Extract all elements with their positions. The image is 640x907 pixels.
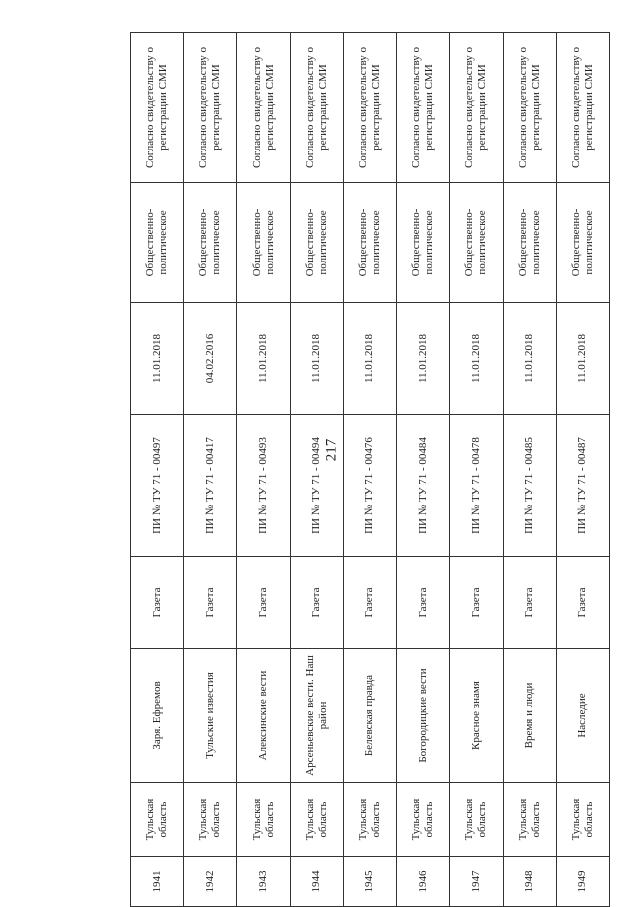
- theme-cell: Общественно-политическое: [131, 183, 184, 303]
- date-cell: 11.01.2018: [131, 303, 184, 415]
- row-number: 1943: [237, 857, 290, 907]
- type-cell: Газета: [450, 557, 503, 649]
- registration-cell: ПИ № ТУ 71 - 00484: [397, 415, 450, 557]
- date-cell: 11.01.2018: [397, 303, 450, 415]
- page-number-text: 217: [323, 438, 340, 462]
- date-cell: 11.01.2018: [237, 303, 290, 415]
- registration-cell: ПИ № ТУ 71 - 00478: [450, 415, 503, 557]
- type-cell: Газета: [184, 557, 237, 649]
- registration-cell: ПИ № ТУ 71 - 00487: [556, 415, 609, 557]
- type-cell: Газета: [556, 557, 609, 649]
- theme-cell: Общественно-политическое: [237, 183, 290, 303]
- note-cell: Согласно свидетельству о регистрации СМИ: [450, 33, 503, 183]
- row-number: 1944: [290, 857, 343, 907]
- note-cell: Согласно свидетельству о регистрации СМИ: [556, 33, 609, 183]
- theme-cell: Общественно-политическое: [343, 183, 396, 303]
- date-cell: 11.01.2018: [556, 303, 609, 415]
- region-cell: Тульская область: [397, 783, 450, 857]
- registration-cell: ПИ № ТУ 71 - 00497: [131, 415, 184, 557]
- type-cell: Газета: [290, 557, 343, 649]
- title-cell: Наследие: [556, 649, 609, 783]
- title-cell: Арсеньевские вести. Наш район: [290, 649, 343, 783]
- title-cell: Тульские известия: [184, 649, 237, 783]
- theme-cell: Общественно-политическое: [450, 183, 503, 303]
- row-number: 1946: [397, 857, 450, 907]
- table-row: [184, 33, 237, 907]
- table-row: [503, 33, 556, 907]
- note-cell: Согласно свидетельству о регистрации СМИ: [397, 33, 450, 183]
- type-cell: Газета: [343, 557, 396, 649]
- type-cell: Газета: [131, 557, 184, 649]
- table-row: [556, 33, 609, 907]
- title-cell: Белевская правда: [343, 649, 396, 783]
- region-cell: Тульская область: [556, 783, 609, 857]
- table-row: [237, 33, 290, 907]
- theme-cell: Общественно-политическое: [184, 183, 237, 303]
- region-cell: Тульская область: [237, 783, 290, 857]
- title-cell: Заря. Ефремов: [131, 649, 184, 783]
- region-cell: Тульская область: [343, 783, 396, 857]
- theme-cell: Общественно-политическое: [556, 183, 609, 303]
- title-cell: Время и люди: [503, 649, 556, 783]
- registry-table: [130, 32, 610, 907]
- table-row: [290, 33, 343, 907]
- theme-cell: Общественно-политическое: [397, 183, 450, 303]
- date-cell: 11.01.2018: [450, 303, 503, 415]
- note-cell: Согласно свидетельству о регистрации СМИ: [184, 33, 237, 183]
- row-number: 1941: [131, 857, 184, 907]
- note-cell: Согласно свидетельству о регистрации СМИ: [237, 33, 290, 183]
- type-cell: Газета: [503, 557, 556, 649]
- registration-cell: ПИ № ТУ 71 - 00494: [290, 415, 343, 557]
- date-cell: 04.02.2016: [184, 303, 237, 415]
- theme-cell: Общественно-политическое: [290, 183, 343, 303]
- region-cell: Тульская область: [503, 783, 556, 857]
- registration-cell: ПИ № ТУ 71 - 00493: [237, 415, 290, 557]
- table-row: [397, 33, 450, 907]
- table-row: [450, 33, 503, 907]
- row-number: 1947: [450, 857, 503, 907]
- region-cell: Тульская область: [184, 783, 237, 857]
- registration-cell: ПИ № ТУ 71 - 00485: [503, 415, 556, 557]
- registry-table-wrapper: [130, 33, 610, 907]
- type-cell: Газета: [397, 557, 450, 649]
- table-row: [343, 33, 396, 907]
- row-number: 1949: [556, 857, 609, 907]
- title-cell: Богородицкие вести: [397, 649, 450, 783]
- registration-cell: ПИ № ТУ 71 - 00476: [343, 415, 396, 557]
- note-cell: Согласно свидетельству о регистрации СМИ: [503, 33, 556, 183]
- title-cell: Алексинские вести: [237, 649, 290, 783]
- region-cell: Тульская область: [131, 783, 184, 857]
- region-cell: Тульская область: [450, 783, 503, 857]
- registration-cell: ПИ № ТУ 71 - 00417: [184, 415, 237, 557]
- table-row: [131, 33, 184, 907]
- row-number: 1942: [184, 857, 237, 907]
- type-cell: Газета: [237, 557, 290, 649]
- row-number: 1948: [503, 857, 556, 907]
- date-cell: 11.01.2018: [343, 303, 396, 415]
- date-cell: 11.01.2018: [503, 303, 556, 415]
- date-cell: 11.01.2018: [290, 303, 343, 415]
- note-cell: Согласно свидетельству о регистрации СМИ: [290, 33, 343, 183]
- theme-cell: Общественно-политическое: [503, 183, 556, 303]
- row-number: 1945: [343, 857, 396, 907]
- note-cell: Согласно свидетельству о регистрации СМИ: [343, 33, 396, 183]
- region-cell: Тульская область: [290, 783, 343, 857]
- note-cell: Согласно свидетельству о регистрации СМИ: [131, 33, 184, 183]
- title-cell: Красное знамя: [450, 649, 503, 783]
